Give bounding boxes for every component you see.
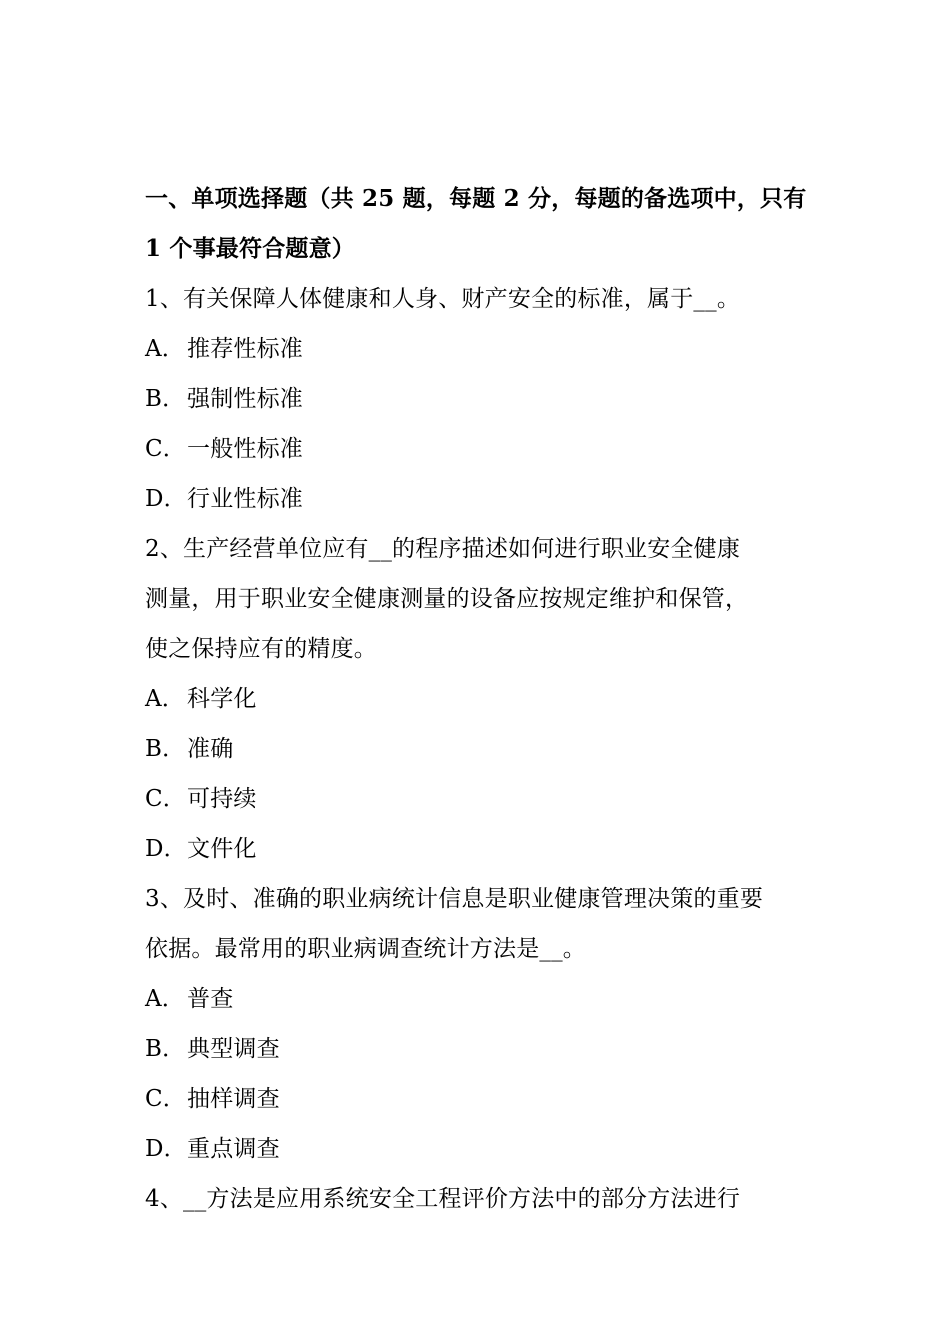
question-1-option-c bbox=[145, 424, 810, 474]
option-letter: A． bbox=[145, 686, 186, 712]
option-text: 抽样调查 bbox=[187, 1086, 280, 1112]
question-1-option-b bbox=[145, 374, 810, 424]
option-text: 一般性标准 bbox=[187, 436, 303, 462]
option-letter: C． bbox=[145, 1086, 186, 1112]
question-4-stem-line-1: 4、__方法是应用系统安全工程评价方法中的部分方法进行 bbox=[145, 1186, 741, 1212]
option-letter: C． bbox=[145, 436, 186, 462]
option-text: 普查 bbox=[187, 986, 234, 1012]
question-2-stem-line-3: 使之保持应有的精度。 bbox=[145, 636, 377, 662]
option-text: 行业性标准 bbox=[187, 486, 303, 512]
question-2-option-a bbox=[145, 674, 810, 724]
option-text: 文件化 bbox=[187, 836, 257, 862]
question-2-stem-line-2: 测量，用于职业安全健康测量的设备应按规定维护和保管， bbox=[145, 586, 749, 612]
question-2-option-d bbox=[145, 824, 810, 874]
question-3-stem-line-1: 3、及时、准确的职业病统计信息是职业健康管理决策的重要 bbox=[145, 886, 764, 912]
question-3-stem-line-2: 依据。最常用的职业病调查统计方法是__。 bbox=[145, 936, 586, 962]
question-1-option-d bbox=[145, 474, 810, 524]
question-3-option-b bbox=[145, 1024, 810, 1074]
option-letter: D． bbox=[145, 486, 187, 512]
question-1-option-a bbox=[145, 324, 810, 374]
question-1 bbox=[145, 274, 810, 524]
question-1-stem: 1、有关保障人体健康和人身、财产安全的标准，属于__。 bbox=[145, 286, 741, 312]
question-3-option-d bbox=[145, 1124, 810, 1174]
option-text: 科学化 bbox=[187, 686, 257, 712]
question-3-option-a bbox=[145, 974, 810, 1024]
question-2-option-b bbox=[145, 724, 810, 774]
section-heading-line-1: 一、单项选择题（共 25 题，每题 2 分，每题的备选项中，只有 bbox=[145, 185, 807, 212]
section-heading-line-2: 1 个事最符合题意） bbox=[145, 235, 356, 262]
option-text: 重点调查 bbox=[187, 1136, 280, 1162]
option-letter: C． bbox=[145, 786, 186, 812]
option-letter: D． bbox=[145, 1136, 187, 1162]
question-3 bbox=[145, 874, 810, 1174]
option-letter: B． bbox=[145, 1036, 186, 1062]
option-letter: A． bbox=[145, 986, 186, 1012]
option-text: 可持续 bbox=[187, 786, 257, 812]
question-2 bbox=[145, 524, 810, 874]
option-text: 典型调查 bbox=[187, 1036, 280, 1062]
document-page bbox=[145, 174, 810, 1224]
option-text: 强制性标准 bbox=[187, 386, 303, 412]
option-letter: D． bbox=[145, 836, 187, 862]
question-2-stem-line-1: 2、生产经营单位应有__的程序描述如何进行职业安全健康 bbox=[145, 536, 741, 562]
option-text: 准确 bbox=[187, 736, 234, 762]
question-4 bbox=[145, 1174, 810, 1224]
option-letter: B． bbox=[145, 386, 186, 412]
option-letter: B． bbox=[145, 736, 186, 762]
option-letter: A． bbox=[145, 336, 186, 362]
question-2-option-c bbox=[145, 774, 810, 824]
question-3-option-c bbox=[145, 1074, 810, 1124]
option-text: 推荐性标准 bbox=[187, 336, 303, 362]
